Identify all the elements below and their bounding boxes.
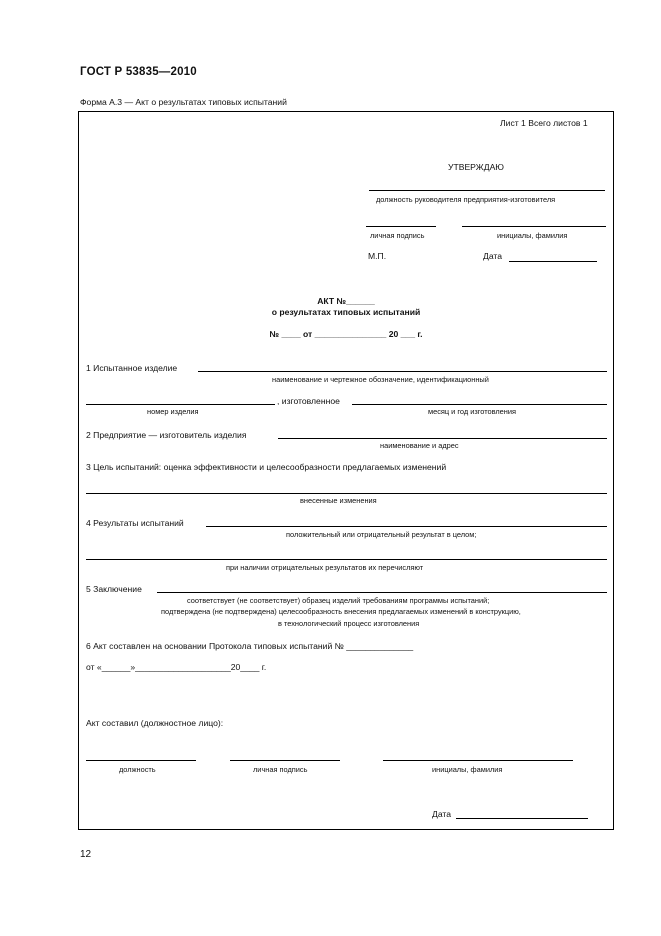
item1-label: 1 Испытанное изделие xyxy=(86,363,178,373)
item3-label: 3 Цель испытаний: оценка эффективности и целесообразности предлагаемых изменений xyxy=(86,462,447,472)
item5-hint-2: подтверждена (не подтверждена) целесообразность внесения предлагаемых изменений в конструкцию, xyxy=(161,607,521,616)
item5-hint-1: соответствует (не соответствует) образец изделий требованиям программы испытаний; xyxy=(187,596,490,605)
approver-initials-line[interactable] xyxy=(462,226,606,227)
compiler-initials-line[interactable] xyxy=(383,760,573,761)
approve-title: УТВЕРЖДАЮ xyxy=(448,162,504,172)
sheet-info: Лист 1 Всего листов 1 xyxy=(500,118,588,128)
item2-label: 2 Предприятие — изготовитель изделия xyxy=(86,430,247,440)
approve-date-label: Дата xyxy=(483,251,503,261)
compiled-by-label: Акт составил (должностное лицо): xyxy=(86,718,224,728)
compiled-date-label: Дата xyxy=(432,809,452,819)
serial-number-hint: номер изделия xyxy=(147,407,199,416)
compiler-signature-hint: личная подпись xyxy=(253,765,308,774)
item5-label: 5 Заключение xyxy=(86,584,142,594)
item2-hint: наименование и адрес xyxy=(380,441,459,450)
approver-signature-line[interactable] xyxy=(366,226,436,227)
item4-hint-2: при наличии отрицательных результатов их перечисляют xyxy=(226,563,424,572)
compiler-position-hint: должность xyxy=(119,765,156,774)
month-year-hint: месяц и год изготовления xyxy=(428,407,517,416)
item6-date: от «______»____________________20____ г. xyxy=(86,662,267,672)
approver-initials-hint: инициалы, фамилия xyxy=(497,231,568,240)
approve-date-line[interactable] xyxy=(509,261,597,262)
stamp-label: М.П. xyxy=(368,251,387,261)
act-subtitle: о результатах типовых испытаний xyxy=(271,307,421,317)
item4-field-line[interactable] xyxy=(206,526,607,527)
item1-hint: наименование и чертежное обозначение, идентификационный xyxy=(272,375,489,384)
standard-header: ГОСТ Р 53835—2010 xyxy=(80,66,197,78)
item4-hint: положительный или отрицательный результат в целом; xyxy=(286,530,477,539)
item6-label: 6 Акт составлен на основании Протокола типовых испытаний № ______________ xyxy=(86,641,414,651)
serial-number-line[interactable] xyxy=(86,404,275,405)
compiler-position-line[interactable] xyxy=(86,760,196,761)
manufactured-label: , изготовленное xyxy=(277,396,340,406)
manufactured-date-line[interactable] xyxy=(352,404,607,405)
compiler-initials-hint: инициалы, фамилия xyxy=(432,765,503,774)
item2-field-line[interactable] xyxy=(278,438,607,439)
approver-position-line[interactable] xyxy=(369,190,605,191)
item3-hint: внесенные изменения xyxy=(300,496,377,505)
item4-label: 4 Результаты испытаний xyxy=(86,518,184,528)
approver-signature-hint: личная подпись xyxy=(370,231,425,240)
compiled-date-line[interactable] xyxy=(456,818,588,819)
item1-field-line[interactable] xyxy=(198,371,607,372)
page-number: 12 xyxy=(80,849,92,860)
item5-hint-3: в технологический процесс изготовления xyxy=(278,619,420,628)
act-number-title: АКТ №______ xyxy=(317,296,375,306)
form-caption: Форма А.3 — Акт о результатах типовых испытаний xyxy=(80,97,287,107)
item5-field-line[interactable] xyxy=(157,592,607,593)
item3-field-line[interactable] xyxy=(86,493,607,494)
compiler-signature-line[interactable] xyxy=(230,760,340,761)
act-number-date-line: № ____ от _______________ 20 ___ г. xyxy=(269,329,423,339)
approver-position-hint: должность руководителя предприятия-изготовителя xyxy=(376,195,556,204)
item4-field-line-2[interactable] xyxy=(86,559,607,560)
